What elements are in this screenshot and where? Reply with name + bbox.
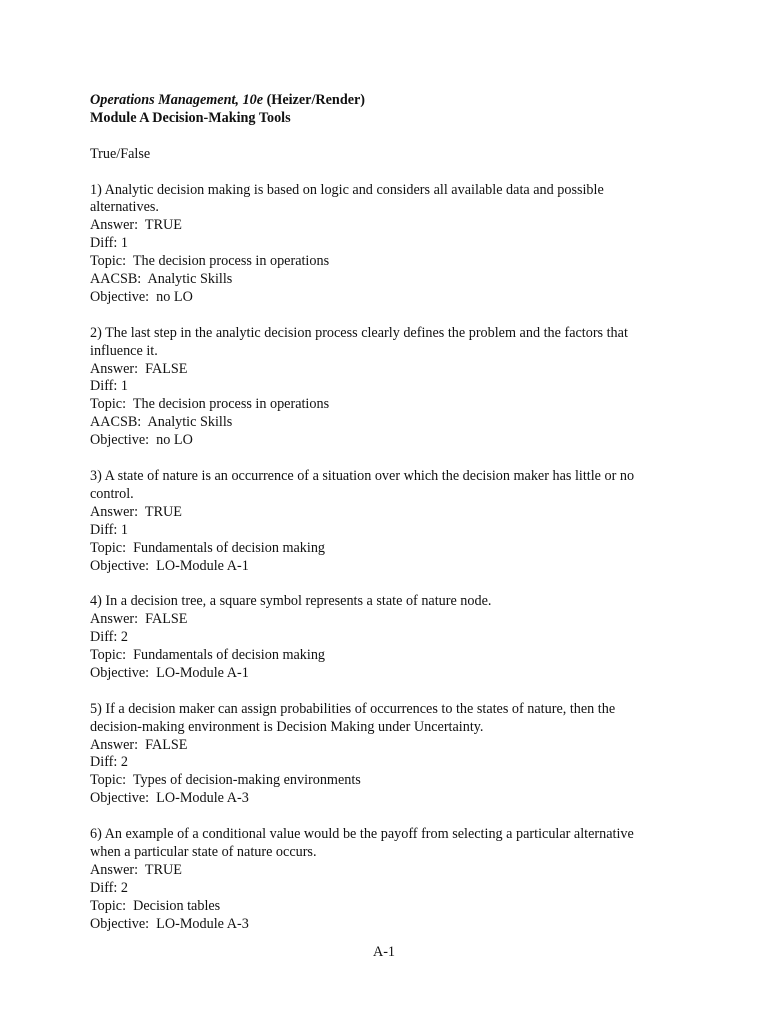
question-objective: Objective: LO-Module A-1 [90,557,249,574]
page-number: A-1 [372,944,396,960]
document-body [90,92,690,933]
question-difficulty: Diff: 1 [90,521,128,538]
question-topic: Topic: The decision process in operations [90,396,330,413]
question-text-line: 1) Analytic decision making is based on logic and considers all available data and possible [90,181,604,198]
book-title-line [90,92,690,110]
question-difficulty: Diff: 1 [90,235,128,252]
question-item [90,593,690,683]
question-text-line: when a particular state of nature occurs. [90,843,317,860]
question-text-line: control. [90,485,134,502]
question-item [90,468,690,575]
question-objective: Objective: LO-Module A-1 [90,664,249,681]
question-objective: Objective: no LO [90,432,193,449]
question-text-line: decision-making environment is Decision Making under Uncertainty. [90,718,484,735]
question-answer: Answer: TRUE [90,503,182,520]
question-text-line: alternatives. [90,199,159,216]
question-topic: Topic: Decision tables [90,897,221,914]
page-footer [0,944,768,962]
question-difficulty: Diff: 2 [90,754,128,771]
question-text-line: 6) An example of a conditional value would be the payoff from selecting a particular alternative [90,826,634,843]
question-topic: Topic: The decision process in operations [90,253,330,270]
question-topic: Topic: Fundamentals of decision making [90,647,326,664]
question-aacsb: AACSB: Analytic Skills [90,414,233,431]
book-authors: (Heizer/Render) [266,92,366,108]
question-text-line: 5) If a decision maker can assign probabilities of occurrences to the states of nature, then the [90,700,616,717]
question-item [90,826,690,933]
question-answer: Answer: FALSE [90,736,188,753]
book-title: Operations Management, 10e [90,92,264,108]
question-difficulty: Diff: 2 [90,879,128,896]
question-aacsb: AACSB: Analytic Skills [90,271,233,288]
question-objective: Objective: no LO [90,288,193,305]
question-difficulty: Diff: 2 [90,629,128,646]
section-heading: True/False [90,145,151,162]
question-answer: Answer: FALSE [90,611,188,628]
question-answer: Answer: TRUE [90,861,182,878]
question-item [90,325,690,450]
question-text-line: 2) The last step in the analytic decision process clearly defines the problem and the factors that [90,324,628,341]
module-title: Module A Decision-Making Tools [90,109,291,126]
question-item [90,701,690,808]
question-text-line: influence it. [90,342,158,359]
question-objective: Objective: LO-Module A-3 [90,915,249,932]
question-difficulty: Diff: 1 [90,378,128,395]
question-text-line: 3) A state of nature is an occurrence of a situation over which the decision maker has little or no [90,467,635,484]
question-topic: Topic: Fundamentals of decision making [90,539,326,556]
question-item [90,182,690,307]
question-answer: Answer: TRUE [90,217,182,234]
question-objective: Objective: LO-Module A-3 [90,790,249,807]
question-answer: Answer: FALSE [90,360,188,377]
question-topic: Topic: Types of decision-making environments [90,772,361,789]
question-text-line: 4) In a decision tree, a square symbol represents a state of nature node. [90,593,492,610]
